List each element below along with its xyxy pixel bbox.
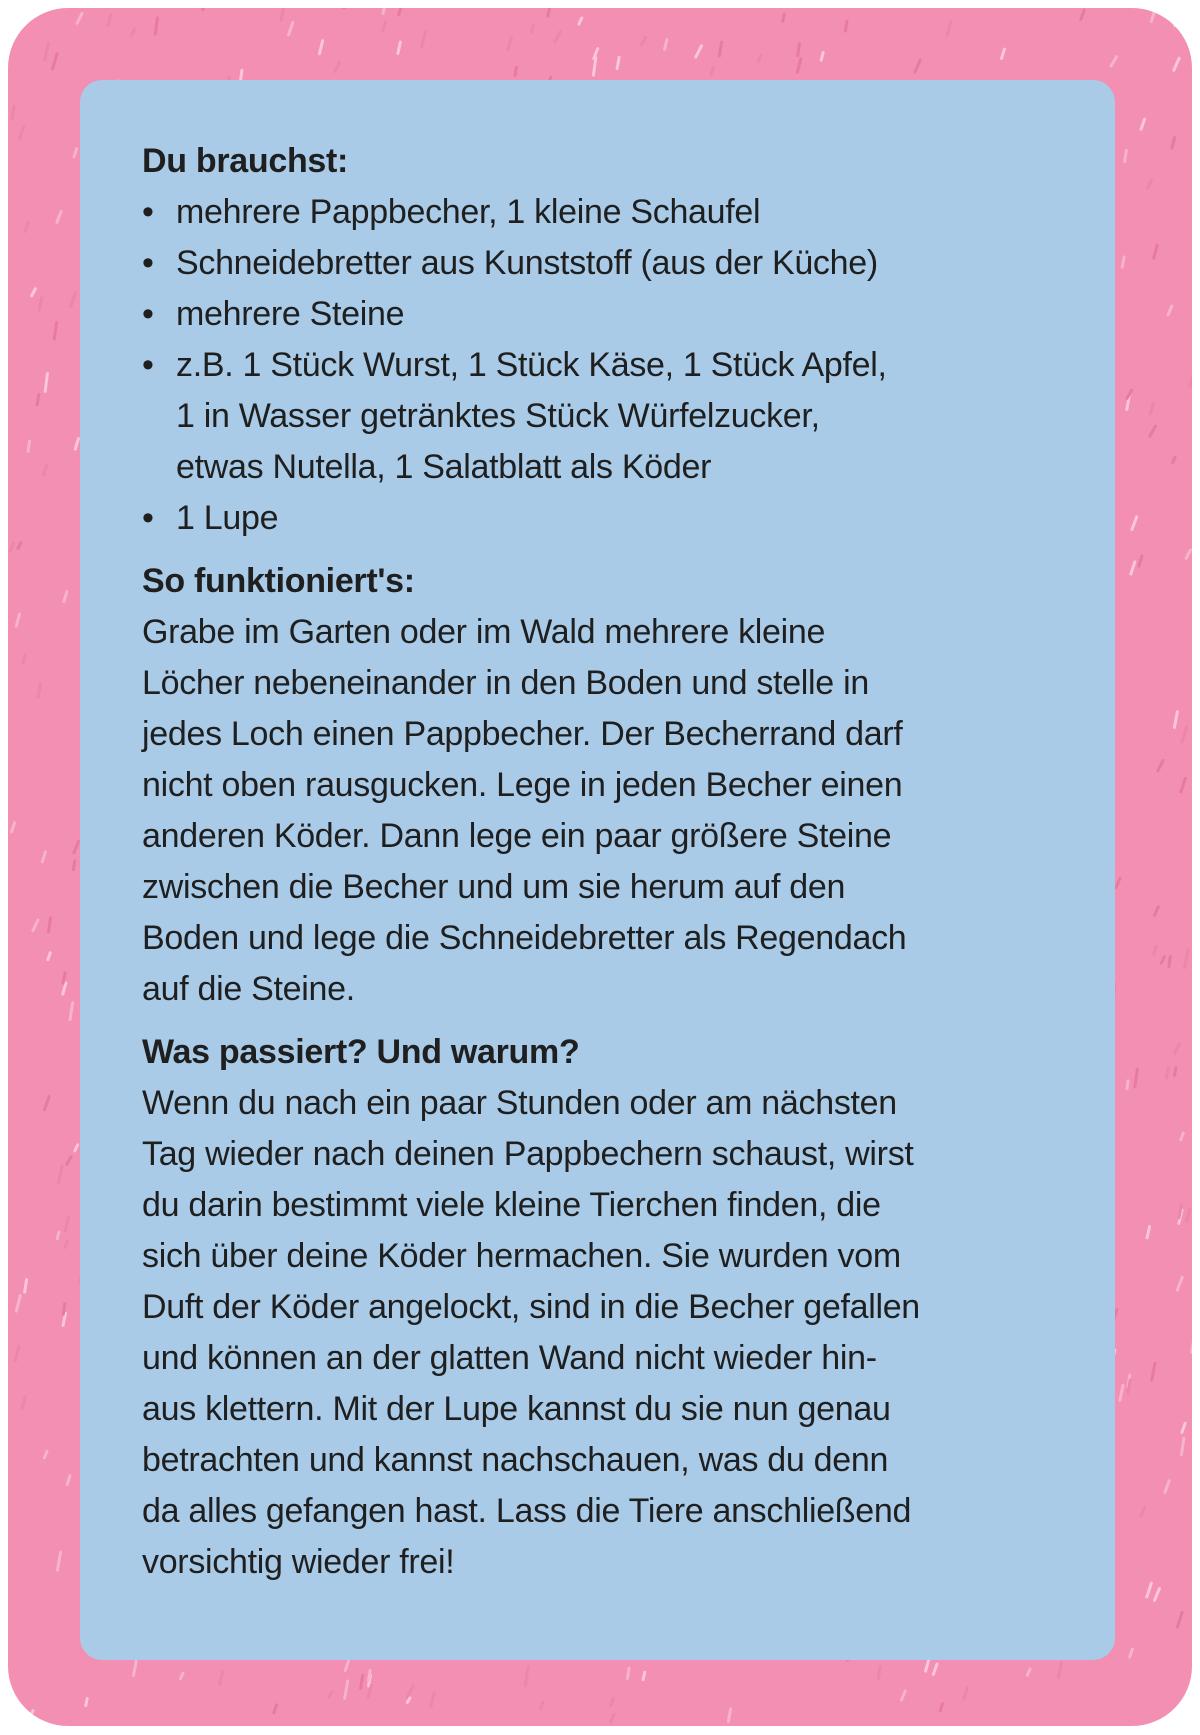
dash-mark (49, 918, 51, 932)
dash-mark (398, 42, 400, 53)
dash-mark (39, 298, 42, 310)
dash-mark (711, 68, 713, 75)
dash-mark (1190, 376, 1192, 386)
dash-mark (65, 1217, 68, 1231)
dash-mark (696, 46, 702, 57)
dash-mark (1116, 878, 1120, 888)
dash-mark (38, 684, 40, 697)
dash-mark (1148, 180, 1152, 188)
dash-mark (383, 8, 387, 13)
dash-mark (1131, 562, 1135, 574)
explanation-paragraph: Wenn du nach ein paar Stunden oder am nächsten Tag wieder nach deinen Pappbechern schaust, wirst du darin bestimmt viele kleine Tierchen finden, die sich über deine Köder hermachen. Sie wurden vom Duft der Köder angelockt, sind in die Becher gefallen und können an der glatten Wand nicht wieder hin- aus klettern. Mit der Lupe kannst du sie nun genau betrachten und kannst nachschauen, was du denn da alles gefangen hast. Lass die Tiere anschließend vorsichtig wieder frei! (142, 1084, 920, 1581)
dash-mark (758, 55, 760, 61)
dash-mark (1002, 49, 1005, 58)
dash-mark (319, 41, 322, 54)
dash-mark (220, 1672, 223, 1684)
dash-mark (1166, 1068, 1168, 1078)
dash-mark (58, 1166, 62, 1183)
dash-mark (1130, 1649, 1133, 1657)
dash-mark (180, 1673, 183, 1678)
list-item: • Schneidebretter aus Kunststoff (aus der Küche) (142, 238, 1075, 289)
dash-mark (508, 37, 512, 50)
dash-mark (37, 395, 39, 405)
bullet-icon: • (142, 295, 154, 333)
dash-mark (383, 22, 386, 30)
dash-mark (63, 1304, 64, 1315)
dash-mark (1168, 306, 1172, 315)
dash-mark (579, 18, 582, 24)
dash-mark (1151, 12, 1154, 22)
materials-list (142, 187, 1075, 544)
dash-mark (361, 1675, 363, 1688)
instructions-paragraph: Grabe im Garten oder im Wald mehrere kleine Löcher nebeneinander in den Boden und stelle in jedes Loch einen Pappbecher. Der Becherrand darf nicht oben rausgucken. Lege in jeden Becher einen anderen Köder. Dann lege ein paar größere Steine zwischen die Becher und um sie herum auf den Boden und lege die Schneidebretter als Regendach auf die Steine. (142, 613, 907, 1008)
bullet-icon: • (142, 244, 154, 282)
dash-mark (940, 1704, 942, 1711)
dash-mark (611, 1715, 614, 1722)
dash-mark (1173, 457, 1175, 462)
dash-mark (28, 441, 29, 451)
dash-mark (63, 973, 65, 983)
dash-mark (797, 59, 800, 72)
list-item: • z.B. 1 Stück Wurst, 1 Stück Käse, 1 Stück Apfel, 1 in Wasser getränktes Stück Würfelzucker, etwas Nutella, 1 Salatblatt als Köder (142, 340, 1075, 493)
dash-mark (1150, 426, 1156, 436)
dash-mark (45, 374, 47, 392)
dash-mark (42, 852, 45, 862)
dash-mark (1181, 1133, 1184, 1140)
dash-mark (617, 57, 619, 68)
dash-mark (15, 1346, 19, 1361)
dash-mark (54, 322, 56, 339)
dash-mark (57, 1552, 60, 1570)
dash-mark (1174, 1068, 1176, 1076)
dash-mark (1059, 1663, 1062, 1678)
dash-mark (281, 8, 284, 20)
dash-mark (1187, 1209, 1190, 1221)
dash-mark (1127, 1081, 1128, 1089)
dash-mark (593, 58, 595, 75)
dash-mark (1175, 20, 1178, 25)
dash-mark (1172, 138, 1175, 148)
dash-mark (67, 1157, 71, 1164)
list-item: • mehrere Steine (142, 289, 1075, 340)
dash-mark (71, 292, 76, 307)
dash-mark (1141, 1507, 1145, 1515)
dash-mark (20, 127, 24, 140)
dash-mark (627, 1668, 629, 1678)
dash-mark (515, 67, 516, 75)
list-item: • mehrere Pappbecher, 1 kleine Schaufel (142, 187, 1075, 238)
dash-mark (1154, 947, 1157, 955)
dash-mark (1181, 1438, 1184, 1454)
dash-mark (821, 52, 823, 60)
dash-mark (1141, 119, 1145, 129)
dash-mark (422, 31, 426, 47)
bullet-icon: • (142, 346, 154, 384)
dash-mark (555, 32, 560, 42)
dash-mark (665, 40, 667, 50)
dash-mark (33, 920, 38, 931)
dash-mark (22, 1397, 25, 1409)
dash-mark (77, 13, 82, 23)
dash-mark (1174, 58, 1179, 70)
dash-mark (75, 1145, 78, 1151)
dash-mark (399, 8, 403, 15)
dash-mark (845, 21, 847, 31)
dash-mark (108, 15, 110, 25)
dash-mark (43, 466, 46, 475)
dash-mark (1182, 728, 1187, 742)
dash-mark (1027, 1669, 1030, 1675)
dash-mark (16, 1295, 20, 1311)
dash-mark (1150, 403, 1153, 414)
bullet-icon: • (142, 193, 154, 231)
dash-mark (203, 8, 205, 10)
dash-mark (10, 543, 13, 550)
dash-mark (70, 1003, 73, 1020)
dash-mark (1139, 556, 1142, 566)
dash-mark (12, 106, 14, 119)
list-item: • 1 Lupe (142, 493, 1075, 544)
dash-mark (274, 1705, 277, 1713)
dash-mark (1147, 1583, 1152, 1597)
dash-mark (548, 8, 551, 16)
dash-mark (798, 44, 800, 56)
dash-mark (1081, 10, 1084, 19)
dash-mark (48, 953, 50, 960)
dash-mark (407, 1698, 410, 1702)
dash-mark (532, 25, 534, 32)
dash-mark (1177, 1612, 1182, 1627)
dash-mark (44, 1451, 47, 1458)
dash-mark (25, 222, 28, 231)
dash-mark (1120, 1385, 1123, 1400)
heading-explanation: Was passiert? Und warum? (142, 1033, 580, 1071)
dash-mark (1174, 712, 1177, 728)
heading-instructions: So funktioniert's: (142, 562, 415, 600)
dash-mark (1161, 957, 1164, 964)
dash-mark (1169, 957, 1170, 967)
dash-mark (1127, 390, 1131, 398)
dash-mark (329, 1692, 332, 1697)
dash-mark (728, 1709, 730, 1722)
dash-mark (16, 614, 19, 626)
dash-mark (878, 1666, 880, 1679)
dash-mark (643, 1672, 645, 1679)
dash-mark (155, 18, 157, 34)
dash-mark (783, 14, 784, 21)
dash-mark (1186, 550, 1190, 558)
dash-mark (63, 983, 66, 994)
dash-mark (65, 1242, 67, 1248)
dash-mark (67, 1476, 70, 1485)
dash-mark (1181, 778, 1185, 791)
dash-mark (1111, 57, 1116, 66)
dash-mark (31, 1711, 33, 1716)
dash-mark (345, 1681, 348, 1698)
dash-mark (1122, 257, 1124, 267)
dash-mark (1158, 761, 1163, 771)
dash-mark (1185, 950, 1188, 967)
dash-mark (64, 592, 67, 602)
dash-mark (23, 654, 25, 662)
dash-mark (44, 1097, 49, 1110)
dash-mark (915, 60, 920, 72)
dash-mark (74, 841, 79, 852)
dash-mark (926, 1659, 929, 1671)
dash-mark (25, 1280, 27, 1293)
dash-mark (947, 21, 951, 35)
bullet-icon: • (142, 499, 154, 537)
heading-materials: Du brauchst: (142, 142, 349, 180)
dash-mark (1182, 1423, 1185, 1432)
dash-mark (57, 1232, 59, 1239)
dash-mark (1165, 1481, 1169, 1493)
dash-mark (289, 23, 293, 35)
dash-mark (75, 439, 78, 449)
dash-mark (369, 1670, 371, 1680)
content-panel (80, 80, 1115, 1660)
dash-mark (133, 1661, 136, 1676)
dash-mark (1147, 1227, 1149, 1238)
dash-mark (73, 861, 74, 870)
dash-mark (1125, 150, 1127, 161)
dash-mark (719, 42, 721, 56)
dash-mark (132, 29, 135, 35)
dash-mark (1152, 1363, 1155, 1380)
dash-mark (1177, 1277, 1182, 1290)
dash-mark (901, 1691, 905, 1700)
dash-mark (74, 149, 77, 157)
dash-mark (1167, 10, 1169, 16)
dash-mark (45, 43, 48, 60)
dash-mark (407, 1686, 413, 1697)
dash-mark (86, 1699, 87, 1706)
dash-mark (964, 1688, 967, 1699)
dash-mark (1190, 25, 1191, 32)
dash-mark (431, 1693, 434, 1707)
dash-mark (525, 1667, 528, 1685)
dash-mark (933, 1664, 937, 1674)
dash-mark (53, 54, 58, 69)
dash-mark (18, 543, 21, 549)
dash-mark (57, 211, 61, 222)
dash-mark (641, 37, 646, 45)
dash-mark (1175, 1044, 1180, 1054)
dash-mark (1132, 517, 1137, 530)
dash-mark (540, 1702, 543, 1709)
card-border (8, 8, 1192, 1726)
dash-mark (12, 823, 15, 832)
dash-mark (1154, 907, 1158, 916)
dash-mark (611, 1699, 613, 1705)
dash-mark (1135, 1069, 1137, 1086)
dash-mark (32, 289, 36, 296)
dash-mark (1155, 1589, 1160, 1601)
dash-mark (335, 62, 340, 71)
dash-mark (345, 1661, 348, 1670)
dash-mark (1154, 245, 1157, 258)
